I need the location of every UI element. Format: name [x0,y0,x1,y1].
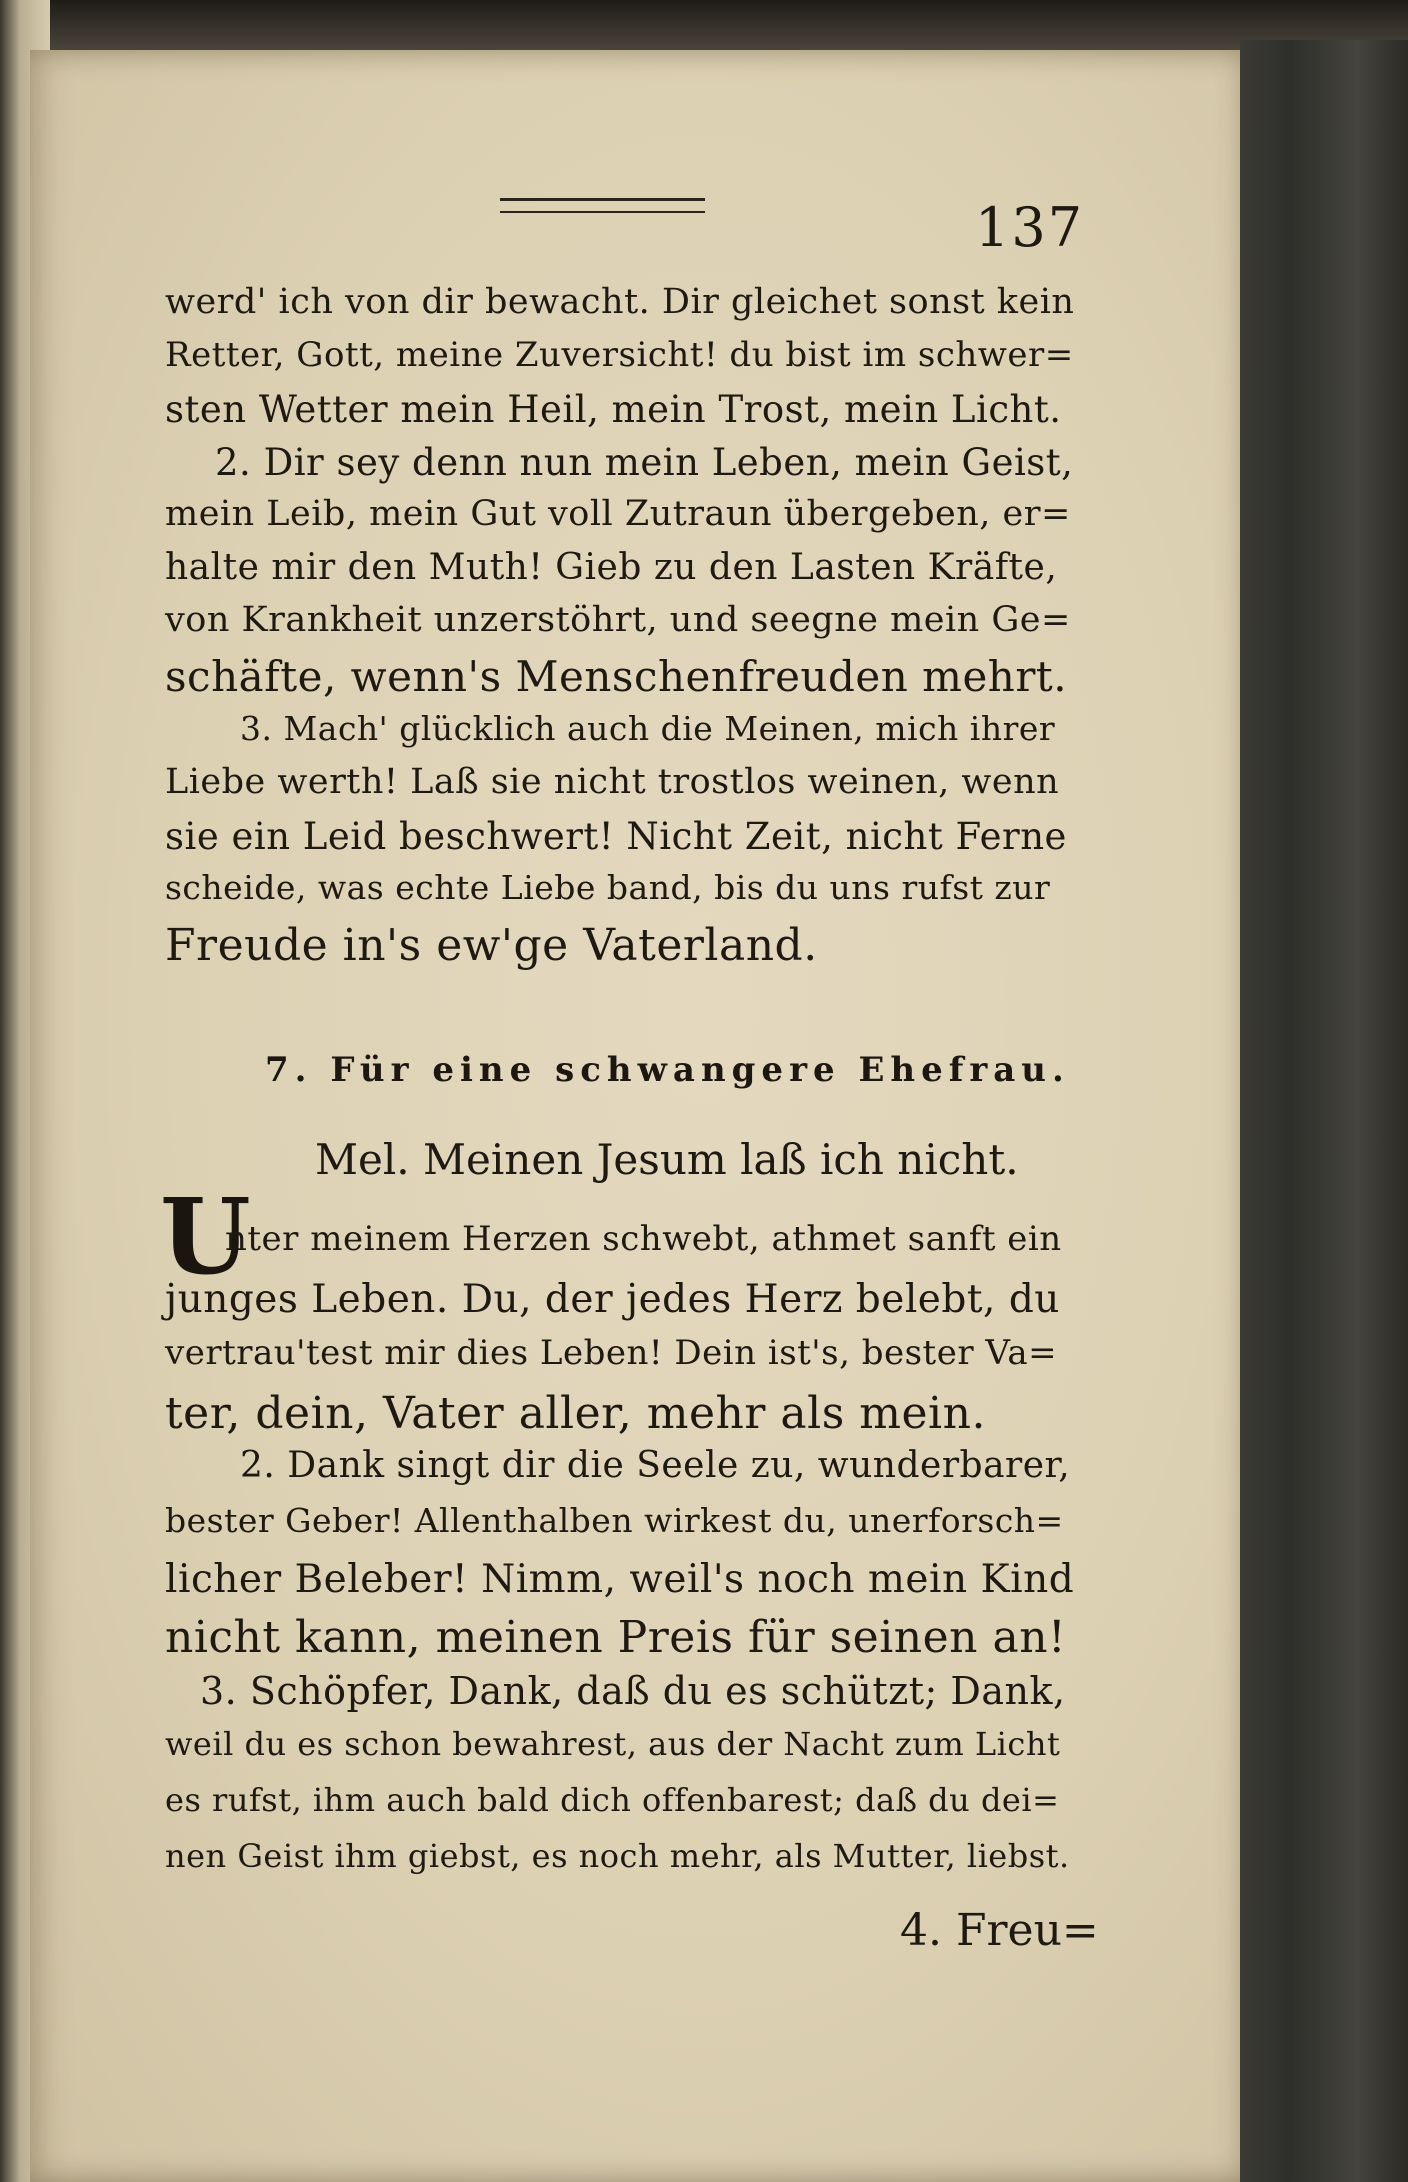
text-line: Liebe werth! Laß sie nicht trostlos weinen, wenn [165,762,1060,802]
text-line: nen Geist ihm giebst, es noch mehr, als Mutter, liebst. [165,1837,1070,1875]
text-line: nicht kann, meinen Preis für seinen an! [165,1612,1067,1663]
text-line: weil du es schon bewahrest, aus der Nacht zum Licht [165,1725,1061,1763]
scan-top-edge [0,0,1408,52]
page-number: 137 [975,196,1085,259]
text-line: junges Leben. Du, der jedes Herz belebt, du [165,1277,1060,1322]
text-line: 2. Dank singt dir die Seele zu, wunderbarer, [240,1445,1071,1486]
text-line: nter meinem Herzen schwebt, athmet sanft ein [225,1219,1062,1259]
text-line: bester Geber! Allenthalben wirkest du, unerforsch= [165,1501,1064,1540]
text-line: halte mir den Muth! Gieb zu den Lasten Kräfte, [165,547,1058,588]
book-cover-edge [1240,40,1408,2182]
text-line: sten Wetter mein Heil, mein Trost, mein Licht. [165,388,1062,431]
text-line: es rufst, ihm auch bald dich offenbarest; daß du dei= [165,1781,1060,1819]
text-line: 3. Schöpfer, Dank, daß du es schützt; Dank, [200,1669,1066,1713]
text-line: 3. Mach' glücklich auch die Meinen, mich ihrer [240,709,1056,748]
text-line: Freude in's ew'ge Vaterland. [165,920,818,971]
text-line: licher Beleber! Nimm, weil's noch mein Kind [165,1557,1075,1602]
text-line: sie ein Leid beschwert! Nicht Zeit, nicht Ferne [165,815,1067,858]
drop-cap: U [160,1175,251,1298]
text-line: schäfte, wenn's Menschenfreuden mehrt. [165,652,1068,701]
text-line: Retter, Gott, meine Zuversicht! du bist im schwer= [165,335,1074,375]
header-rule [500,198,705,213]
text-line: 2. Dir sey denn nun mein Leben, mein Geist, [215,441,1074,484]
hymn-heading: 7. Für eine schwangere Ehefrau. [265,1050,1070,1090]
text-line: ter, dein, Vater aller, mehr als mein. [165,1388,986,1439]
catchword: 4. Freu= [900,1905,1099,1956]
text-line: vertrau'test mir dies Leben! Dein ist's, bester Va= [165,1333,1058,1373]
text-line: von Krankheit unzerstöhrt, und seegne mein Ge= [165,600,1071,640]
melody-note: Mel. Meinen Jesum laß ich nicht. [315,1135,1019,1184]
text-line: scheide, was echte Liebe band, bis du uns rufst zur [165,868,1051,907]
text-line: werd' ich von dir bewacht. Dir gleichet sonst kein [165,282,1075,322]
text-line: mein Leib, mein Gut voll Zutraun übergeben, er= [165,494,1071,534]
